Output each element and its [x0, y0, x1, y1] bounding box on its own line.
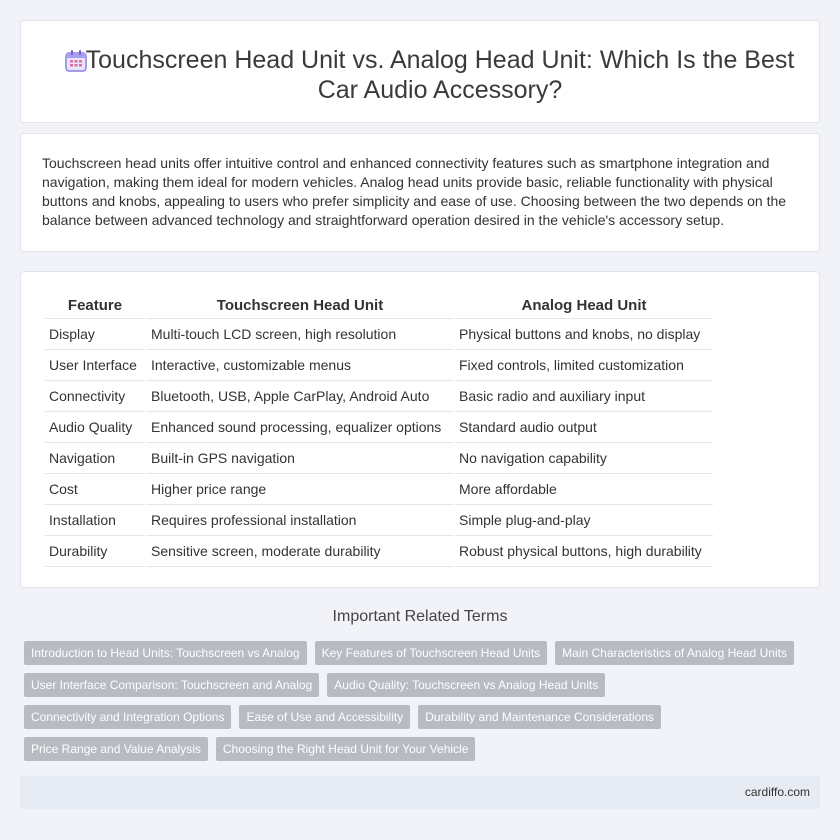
- table-cell: Enhanced sound processing, equalizer options: [147, 412, 453, 443]
- header-analog: Analog Head Unit: [455, 293, 713, 319]
- page-title: Touchscreen Head Unit vs. Analog Head Unit: Which Is the Best Car Audio Accessory?: [85, 46, 795, 104]
- intro-paragraph: Touchscreen head units offer intuitive control and enhanced connectivity features such as smartphone integration and navigation, making them ideal for modern vehicles. Analog head units provide basic, reliable functionality with physical buttons and knobs, appealing to users who prefer simplicity and ease of use. Choosing between the two depends on the balance between advanced technology and straightforward operation desired in the vehicle's accessory setup.: [42, 155, 787, 228]
- tag-row: [24, 737, 824, 761]
- table-cell: Audio Quality: [45, 412, 145, 443]
- table-cell: Requires professional installation: [147, 505, 453, 536]
- table-cell: Display: [45, 319, 145, 350]
- related-terms-heading: Important Related Terms: [332, 608, 508, 625]
- title-card: [20, 20, 820, 123]
- table-cell: Multi-touch LCD screen, high resolution: [147, 319, 453, 350]
- related-term-link[interactable]: User Interface Comparison: Touchscreen and Analog: [24, 673, 319, 697]
- table-cell: Higher price range: [147, 474, 453, 505]
- table-row: [45, 536, 713, 567]
- footer: [20, 776, 820, 809]
- comparison-card: [20, 271, 820, 588]
- table-cell: Simple plug-and-play: [455, 505, 713, 536]
- table-cell: Connectivity: [45, 381, 145, 412]
- header-touchscreen: Touchscreen Head Unit: [147, 293, 453, 319]
- table-cell: Fixed controls, limited customization: [455, 350, 713, 381]
- table-cell: Built-in GPS navigation: [147, 443, 453, 474]
- table-cell: Robust physical buttons, high durability: [455, 536, 713, 567]
- table-row: [45, 443, 713, 474]
- related-terms-list: [24, 641, 824, 769]
- table-cell: Installation: [45, 505, 145, 536]
- table-row: [45, 381, 713, 412]
- table-cell: Bluetooth, USB, Apple CarPlay, Android Auto: [147, 381, 453, 412]
- related-term-link[interactable]: Ease of Use and Accessibility: [239, 705, 410, 729]
- table-cell: Durability: [45, 536, 145, 567]
- table-header-row: [45, 293, 713, 319]
- table-cell: Basic radio and auxiliary input: [455, 381, 713, 412]
- related-term-link[interactable]: Audio Quality: Touchscreen vs Analog Head Units: [327, 673, 605, 697]
- footer-site-link[interactable]: cardiffo.com: [744, 785, 810, 799]
- related-term-link[interactable]: Price Range and Value Analysis: [24, 737, 208, 761]
- header-feature: Feature: [45, 293, 145, 319]
- table-cell: Standard audio output: [455, 412, 713, 443]
- tag-row: [24, 705, 824, 729]
- table-row: [45, 474, 713, 505]
- tag-row: [24, 673, 824, 697]
- table-cell: Cost: [45, 474, 145, 505]
- related-term-link[interactable]: Choosing the Right Head Unit for Your Vehicle: [216, 737, 476, 761]
- table-row: [45, 412, 713, 443]
- table-row: [45, 350, 713, 381]
- related-term-link[interactable]: Connectivity and Integration Options: [24, 705, 231, 729]
- tag-row: [24, 641, 824, 665]
- related-term-link[interactable]: Key Features of Touchscreen Head Units: [315, 641, 548, 665]
- comparison-table: [43, 293, 715, 567]
- table-cell: Interactive, customizable menus: [147, 350, 453, 381]
- table-row: [45, 505, 713, 536]
- table-cell: Physical buttons and knobs, no display: [455, 319, 713, 350]
- related-term-link[interactable]: Main Characteristics of Analog Head Units: [555, 641, 794, 665]
- related-term-link[interactable]: Durability and Maintenance Considerations: [418, 705, 661, 729]
- intro-card: [20, 133, 820, 252]
- related-term-link[interactable]: Introduction to Head Units: Touchscreen vs Analog: [24, 641, 307, 665]
- table-cell: User Interface: [45, 350, 145, 381]
- table-cell: Navigation: [45, 443, 145, 474]
- table-cell: More affordable: [455, 474, 713, 505]
- table-cell: Sensitive screen, moderate durability: [147, 536, 453, 567]
- table-cell: No navigation capability: [455, 443, 713, 474]
- table-row: [45, 319, 713, 350]
